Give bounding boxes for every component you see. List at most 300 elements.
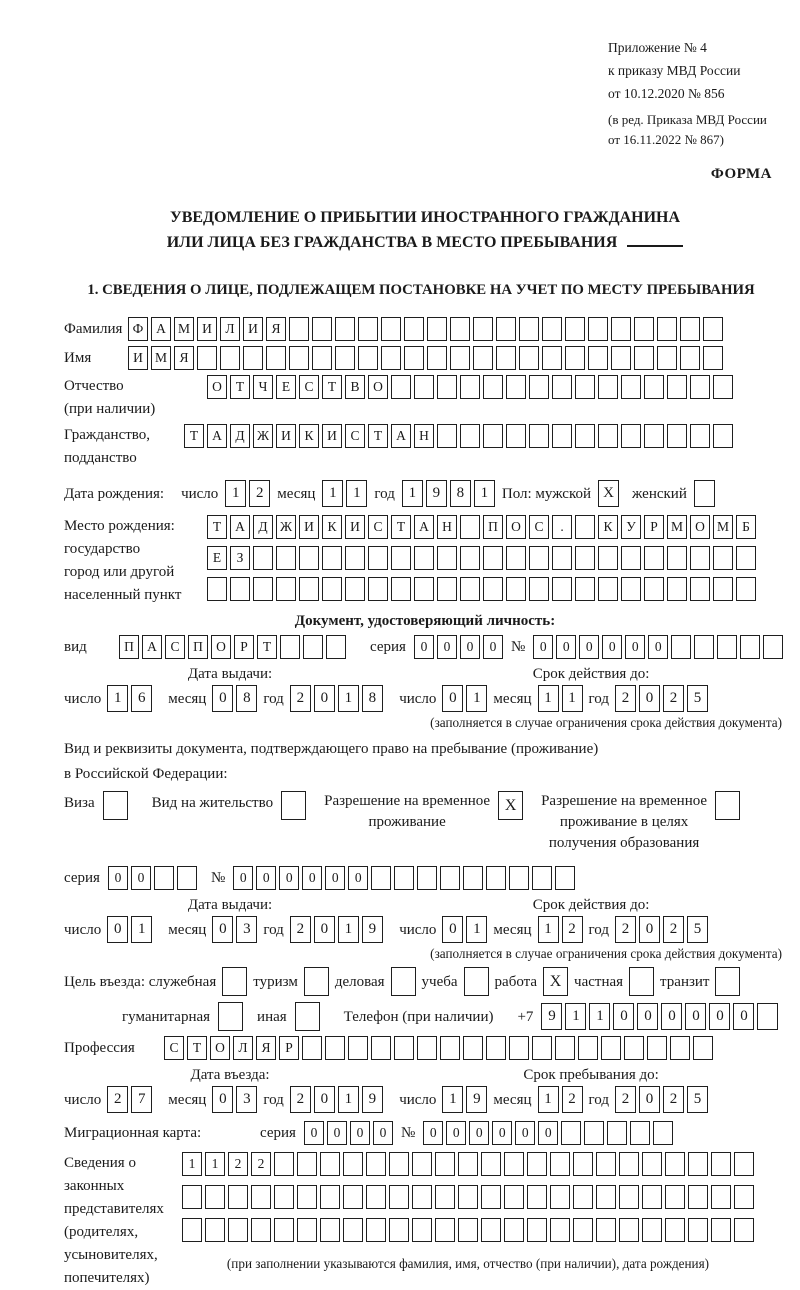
permit-issue-month-cell[interactable]: 3 <box>236 916 257 943</box>
permit-number-cell[interactable] <box>555 866 575 890</box>
representatives-row3-cell[interactable] <box>481 1218 501 1242</box>
surname-cell[interactable]: И <box>243 317 263 341</box>
purpose-tourism-cell[interactable] <box>304 967 329 996</box>
profession-cell[interactable]: С <box>164 1036 184 1060</box>
birth-place-row2-cell[interactable] <box>667 546 687 570</box>
permit-number-cell[interactable]: 0 <box>279 866 299 890</box>
stay-month-cell[interactable]: 1 <box>538 1086 559 1113</box>
patronymic-cell[interactable] <box>644 375 664 399</box>
migration-number-cell[interactable] <box>653 1121 673 1145</box>
patronymic-cell[interactable]: Т <box>322 375 342 399</box>
birth-place-row2-cell[interactable] <box>276 546 296 570</box>
representatives-row1-cell[interactable]: 1 <box>205 1152 225 1176</box>
surname-cell[interactable]: И <box>197 317 217 341</box>
birth-place-row1-cell[interactable]: Р <box>644 515 664 539</box>
profession-cell[interactable]: Я <box>256 1036 276 1060</box>
birth-place-row1-cell[interactable]: Т <box>207 515 227 539</box>
birth-year-cell[interactable]: 9 <box>426 480 447 507</box>
surname-cell[interactable] <box>358 317 378 341</box>
birth-month-cell[interactable]: 1 <box>322 480 343 507</box>
birth-place-row3-cell[interactable] <box>713 577 733 601</box>
patronymic-cell[interactable] <box>690 375 710 399</box>
representatives-row3-cell[interactable] <box>688 1218 708 1242</box>
birth-place-row2-cell[interactable] <box>322 546 342 570</box>
representatives-row1-cell[interactable] <box>297 1152 317 1176</box>
birth-place-row1-cell[interactable]: И <box>299 515 319 539</box>
permit-number-cell[interactable] <box>463 866 483 890</box>
birth-place-row2-cell[interactable] <box>713 546 733 570</box>
stay-day-cell[interactable]: 1 <box>442 1086 463 1113</box>
representatives-row1-cell[interactable] <box>481 1152 501 1176</box>
representatives-row3-cell[interactable] <box>412 1218 432 1242</box>
sex-female-cell[interactable] <box>694 480 715 507</box>
representatives-row2-cell[interactable] <box>458 1185 478 1209</box>
birth-place-row1-cell[interactable]: К <box>322 515 342 539</box>
migration-series-cell[interactable]: 0 <box>304 1121 324 1145</box>
doc-type-cell[interactable]: О <box>211 635 231 659</box>
profession-cell[interactable] <box>647 1036 667 1060</box>
birth-place-row3-cell[interactable] <box>253 577 273 601</box>
surname-cell[interactable] <box>312 317 332 341</box>
citizenship-cell[interactable]: Ж <box>253 424 273 448</box>
name-cell[interactable] <box>197 346 217 370</box>
birth-place-row2-cell[interactable] <box>414 546 434 570</box>
representatives-row3-cell[interactable] <box>366 1218 386 1242</box>
citizenship-cell[interactable] <box>483 424 503 448</box>
id-number-cell[interactable] <box>694 635 714 659</box>
representatives-row1-cell[interactable]: 2 <box>251 1152 271 1176</box>
stay-year-cell[interactable]: 5 <box>687 1086 708 1113</box>
name-cell[interactable] <box>427 346 447 370</box>
stay-month-cell[interactable]: 2 <box>562 1086 583 1113</box>
birth-place-row1-cell[interactable]: Д <box>253 515 273 539</box>
profession-cell[interactable]: Л <box>233 1036 253 1060</box>
phone-cell[interactable]: 9 <box>541 1003 562 1030</box>
birth-place-row1-cell[interactable]: М <box>667 515 687 539</box>
doc-type-cell[interactable]: П <box>188 635 208 659</box>
permit-number-cell[interactable]: 0 <box>325 866 345 890</box>
permit-valid-year-cell[interactable]: 5 <box>687 916 708 943</box>
representatives-row3-cell[interactable] <box>274 1218 294 1242</box>
birth-place-row2-cell[interactable] <box>345 546 365 570</box>
patronymic-cell[interactable]: Т <box>230 375 250 399</box>
name-cell[interactable] <box>611 346 631 370</box>
representatives-row2-cell[interactable] <box>619 1185 639 1209</box>
surname-cell[interactable]: А <box>151 317 171 341</box>
representatives-row3-cell[interactable] <box>642 1218 662 1242</box>
representatives-row1-cell[interactable] <box>688 1152 708 1176</box>
id-issue-year-cell[interactable]: 1 <box>338 685 359 712</box>
birth-place-row2-cell[interactable] <box>368 546 388 570</box>
birth-place-row3-cell[interactable] <box>667 577 687 601</box>
surname-cell[interactable] <box>519 317 539 341</box>
citizenship-cell[interactable]: И <box>276 424 296 448</box>
representatives-row1-cell[interactable] <box>619 1152 639 1176</box>
id-issue-year-cell[interactable]: 0 <box>314 685 335 712</box>
citizenship-cell[interactable] <box>552 424 572 448</box>
visa-cell[interactable] <box>103 791 128 820</box>
purpose-work-cell[interactable]: X <box>543 967 568 996</box>
doc-type-cell[interactable]: Т <box>257 635 277 659</box>
permit-series-cell[interactable]: 0 <box>108 866 128 890</box>
citizenship-cell[interactable] <box>506 424 526 448</box>
patronymic-cell[interactable] <box>552 375 572 399</box>
entry-month-cell[interactable]: 3 <box>236 1086 257 1113</box>
name-cell[interactable] <box>404 346 424 370</box>
id-valid-month-cell[interactable]: 1 <box>538 685 559 712</box>
surname-cell[interactable]: М <box>174 317 194 341</box>
patronymic-cell[interactable]: В <box>345 375 365 399</box>
representatives-row2-cell[interactable] <box>389 1185 409 1209</box>
birth-place-row2-cell[interactable] <box>644 546 664 570</box>
representatives-row1-cell[interactable] <box>458 1152 478 1176</box>
representatives-row3-cell[interactable] <box>251 1218 271 1242</box>
representatives-row2-cell[interactable] <box>182 1185 202 1209</box>
representatives-row3-cell[interactable] <box>504 1218 524 1242</box>
permit-issue-year-cell[interactable]: 9 <box>362 916 383 943</box>
profession-cell[interactable] <box>417 1036 437 1060</box>
migration-number-cell[interactable] <box>607 1121 627 1145</box>
temp-residence-edu-cell[interactable] <box>715 791 740 820</box>
permit-number-cell[interactable] <box>417 866 437 890</box>
representatives-row1-cell[interactable] <box>550 1152 570 1176</box>
migration-series-cell[interactable]: 0 <box>350 1121 370 1145</box>
id-series-cell[interactable]: 0 <box>437 635 457 659</box>
name-cell[interactable] <box>703 346 723 370</box>
birth-place-row1-cell[interactable]: И <box>345 515 365 539</box>
representatives-row2-cell[interactable] <box>550 1185 570 1209</box>
birth-place-row2-cell[interactable]: З <box>230 546 250 570</box>
patronymic-cell[interactable] <box>529 375 549 399</box>
birth-place-row3-cell[interactable] <box>368 577 388 601</box>
birth-year-cell[interactable]: 1 <box>474 480 495 507</box>
surname-cell[interactable] <box>427 317 447 341</box>
birth-place-row2-cell[interactable] <box>736 546 756 570</box>
citizenship-cell[interactable]: Д <box>230 424 250 448</box>
migration-number-cell[interactable] <box>630 1121 650 1145</box>
permit-number-cell[interactable] <box>394 866 414 890</box>
birth-place-row3-cell[interactable] <box>276 577 296 601</box>
permit-issue-day-cell[interactable]: 1 <box>131 916 152 943</box>
birth-place-row2-cell[interactable] <box>575 546 595 570</box>
migration-number-cell[interactable]: 0 <box>469 1121 489 1145</box>
profession-cell[interactable] <box>555 1036 575 1060</box>
surname-cell[interactable] <box>565 317 585 341</box>
profession-cell[interactable]: Р <box>279 1036 299 1060</box>
phone-cell[interactable]: 0 <box>685 1003 706 1030</box>
representatives-row3-cell[interactable] <box>182 1218 202 1242</box>
patronymic-cell[interactable]: О <box>368 375 388 399</box>
id-number-cell[interactable]: 0 <box>625 635 645 659</box>
birth-place-row2-cell[interactable] <box>299 546 319 570</box>
representatives-row3-cell[interactable] <box>527 1218 547 1242</box>
migration-series-cell[interactable]: 0 <box>327 1121 347 1145</box>
phone-cell[interactable]: 0 <box>613 1003 634 1030</box>
birth-place-row2-cell[interactable] <box>506 546 526 570</box>
surname-cell[interactable] <box>703 317 723 341</box>
birth-place-row1-cell[interactable]: П <box>483 515 503 539</box>
representatives-row2-cell[interactable] <box>573 1185 593 1209</box>
temp-residence-cell[interactable]: X <box>498 791 523 820</box>
purpose-humanitarian-cell[interactable] <box>218 1002 243 1031</box>
permit-valid-day-cell[interactable]: 0 <box>442 916 463 943</box>
representatives-row1-cell[interactable] <box>734 1152 754 1176</box>
representatives-row1-cell[interactable] <box>343 1152 363 1176</box>
surname-cell[interactable] <box>496 317 516 341</box>
citizenship-cell[interactable]: Т <box>368 424 388 448</box>
representatives-row1-cell[interactable] <box>412 1152 432 1176</box>
id-series-cell[interactable]: 0 <box>483 635 503 659</box>
representatives-row1-cell[interactable] <box>596 1152 616 1176</box>
birth-day-cell[interactable]: 1 <box>225 480 246 507</box>
id-number-cell[interactable]: 0 <box>648 635 668 659</box>
representatives-row3-cell[interactable] <box>389 1218 409 1242</box>
surname-cell[interactable] <box>634 317 654 341</box>
citizenship-cell[interactable]: К <box>299 424 319 448</box>
profession-cell[interactable] <box>302 1036 322 1060</box>
representatives-row3-cell[interactable] <box>228 1218 248 1242</box>
birth-place-row1-cell[interactable]: О <box>690 515 710 539</box>
name-cell[interactable] <box>542 346 562 370</box>
surname-cell[interactable] <box>542 317 562 341</box>
entry-year-cell[interactable]: 0 <box>314 1086 335 1113</box>
patronymic-cell[interactable] <box>414 375 434 399</box>
representatives-row2-cell[interactable] <box>481 1185 501 1209</box>
surname-cell[interactable] <box>657 317 677 341</box>
birth-place-row1-cell[interactable]: . <box>552 515 572 539</box>
id-valid-year-cell[interactable]: 0 <box>639 685 660 712</box>
residence-permit-cell[interactable] <box>281 791 306 820</box>
surname-cell[interactable]: Я <box>266 317 286 341</box>
birth-place-row1-cell[interactable] <box>575 515 595 539</box>
representatives-row1-cell[interactable] <box>320 1152 340 1176</box>
entry-year-cell[interactable]: 9 <box>362 1086 383 1113</box>
profession-cell[interactable]: О <box>210 1036 230 1060</box>
representatives-row2-cell[interactable] <box>711 1185 731 1209</box>
name-cell[interactable] <box>450 346 470 370</box>
birth-place-row1-cell[interactable]: К <box>598 515 618 539</box>
permit-valid-year-cell[interactable]: 2 <box>663 916 684 943</box>
birth-place-row1-cell[interactable]: А <box>414 515 434 539</box>
patronymic-cell[interactable] <box>483 375 503 399</box>
representatives-row1-cell[interactable] <box>504 1152 524 1176</box>
entry-day-cell[interactable]: 2 <box>107 1086 128 1113</box>
profession-cell[interactable] <box>601 1036 621 1060</box>
citizenship-cell[interactable]: А <box>207 424 227 448</box>
representatives-row1-cell[interactable]: 1 <box>182 1152 202 1176</box>
birth-place-row2-cell[interactable] <box>552 546 572 570</box>
birth-place-row2-cell[interactable] <box>621 546 641 570</box>
representatives-row3-cell[interactable] <box>573 1218 593 1242</box>
birth-place-row1-cell[interactable]: Н <box>437 515 457 539</box>
entry-year-cell[interactable]: 1 <box>338 1086 359 1113</box>
birth-place-row1-cell[interactable]: М <box>713 515 733 539</box>
migration-number-cell[interactable]: 0 <box>515 1121 535 1145</box>
id-series-cell[interactable]: 0 <box>460 635 480 659</box>
doc-type-cell[interactable] <box>326 635 346 659</box>
citizenship-cell[interactable] <box>713 424 733 448</box>
birth-place-row3-cell[interactable] <box>598 577 618 601</box>
profession-cell[interactable] <box>440 1036 460 1060</box>
representatives-row3-cell[interactable] <box>619 1218 639 1242</box>
profession-cell[interactable] <box>348 1036 368 1060</box>
surname-cell[interactable] <box>611 317 631 341</box>
name-cell[interactable]: Я <box>174 346 194 370</box>
citizenship-cell[interactable]: Т <box>184 424 204 448</box>
surname-cell[interactable]: Л <box>220 317 240 341</box>
birth-place-row2-cell[interactable] <box>529 546 549 570</box>
name-cell[interactable] <box>381 346 401 370</box>
representatives-row3-cell[interactable] <box>205 1218 225 1242</box>
representatives-row3-cell[interactable] <box>596 1218 616 1242</box>
id-series-cell[interactable]: 0 <box>414 635 434 659</box>
permit-issue-year-cell[interactable]: 0 <box>314 916 335 943</box>
patronymic-cell[interactable] <box>575 375 595 399</box>
birth-place-row3-cell[interactable] <box>460 577 480 601</box>
surname-cell[interactable] <box>404 317 424 341</box>
birth-place-row2-cell[interactable] <box>483 546 503 570</box>
representatives-row1-cell[interactable] <box>389 1152 409 1176</box>
citizenship-cell[interactable]: А <box>391 424 411 448</box>
citizenship-cell[interactable] <box>460 424 480 448</box>
name-cell[interactable] <box>220 346 240 370</box>
surname-cell[interactable] <box>680 317 700 341</box>
birth-place-row3-cell[interactable] <box>621 577 641 601</box>
representatives-row2-cell[interactable] <box>688 1185 708 1209</box>
permit-series-cell[interactable]: 0 <box>131 866 151 890</box>
representatives-row2-cell[interactable] <box>297 1185 317 1209</box>
entry-month-cell[interactable]: 0 <box>212 1086 233 1113</box>
permit-series-cell[interactable] <box>177 866 197 890</box>
name-cell[interactable] <box>335 346 355 370</box>
representatives-row1-cell[interactable] <box>435 1152 455 1176</box>
representatives-row3-cell[interactable] <box>711 1218 731 1242</box>
name-cell[interactable] <box>266 346 286 370</box>
birth-place-row3-cell[interactable] <box>690 577 710 601</box>
birth-place-row1-cell[interactable]: А <box>230 515 250 539</box>
id-valid-month-cell[interactable]: 1 <box>562 685 583 712</box>
representatives-row2-cell[interactable] <box>320 1185 340 1209</box>
representatives-row2-cell[interactable] <box>366 1185 386 1209</box>
profession-cell[interactable] <box>371 1036 391 1060</box>
surname-cell[interactable] <box>335 317 355 341</box>
representatives-row1-cell[interactable] <box>642 1152 662 1176</box>
profession-cell[interactable] <box>693 1036 713 1060</box>
birth-place-row2-cell[interactable] <box>391 546 411 570</box>
birth-place-row2-cell[interactable] <box>460 546 480 570</box>
name-cell[interactable] <box>588 346 608 370</box>
citizenship-cell[interactable] <box>598 424 618 448</box>
id-number-cell[interactable]: 0 <box>579 635 599 659</box>
permit-number-cell[interactable]: 0 <box>233 866 253 890</box>
permit-number-cell[interactable] <box>371 866 391 890</box>
birth-place-row1-cell[interactable]: С <box>529 515 549 539</box>
id-issue-month-cell[interactable]: 0 <box>212 685 233 712</box>
name-cell[interactable] <box>358 346 378 370</box>
profession-cell[interactable] <box>463 1036 483 1060</box>
sex-male-cell[interactable]: X <box>598 480 619 507</box>
representatives-row2-cell[interactable] <box>642 1185 662 1209</box>
representatives-row3-cell[interactable] <box>297 1218 317 1242</box>
birth-place-row1-cell[interactable]: С <box>368 515 388 539</box>
representatives-row1-cell[interactable] <box>274 1152 294 1176</box>
representatives-row3-cell[interactable] <box>320 1218 340 1242</box>
permit-series-cell[interactable] <box>154 866 174 890</box>
profession-cell[interactable] <box>325 1036 345 1060</box>
name-cell[interactable] <box>496 346 516 370</box>
phone-cell[interactable]: 0 <box>661 1003 682 1030</box>
birth-place-row3-cell[interactable] <box>552 577 572 601</box>
profession-cell[interactable]: Т <box>187 1036 207 1060</box>
citizenship-cell[interactable] <box>529 424 549 448</box>
doc-type-cell[interactable]: С <box>165 635 185 659</box>
profession-cell[interactable] <box>394 1036 414 1060</box>
name-cell[interactable] <box>312 346 332 370</box>
birth-place-row3-cell[interactable] <box>575 577 595 601</box>
birth-place-row1-cell[interactable]: О <box>506 515 526 539</box>
permit-valid-year-cell[interactable]: 2 <box>615 916 636 943</box>
permit-number-cell[interactable] <box>486 866 506 890</box>
migration-number-cell[interactable] <box>584 1121 604 1145</box>
stay-year-cell[interactable]: 0 <box>639 1086 660 1113</box>
birth-place-row3-cell[interactable] <box>299 577 319 601</box>
patronymic-cell[interactable]: О <box>207 375 227 399</box>
profession-cell[interactable] <box>624 1036 644 1060</box>
birth-place-row2-cell[interactable] <box>598 546 618 570</box>
patronymic-cell[interactable] <box>437 375 457 399</box>
migration-series-cell[interactable]: 0 <box>373 1121 393 1145</box>
surname-cell[interactable]: Ф <box>128 317 148 341</box>
representatives-row3-cell[interactable] <box>435 1218 455 1242</box>
citizenship-cell[interactable]: Н <box>414 424 434 448</box>
id-number-cell[interactable] <box>763 635 783 659</box>
phone-cell[interactable]: 0 <box>733 1003 754 1030</box>
name-cell[interactable] <box>289 346 309 370</box>
profession-cell[interactable] <box>670 1036 690 1060</box>
purpose-study-cell[interactable] <box>464 967 489 996</box>
phone-cell[interactable]: 1 <box>565 1003 586 1030</box>
name-cell[interactable] <box>657 346 677 370</box>
patronymic-cell[interactable] <box>713 375 733 399</box>
permit-valid-month-cell[interactable]: 2 <box>562 916 583 943</box>
representatives-row2-cell[interactable] <box>596 1185 616 1209</box>
birth-place-row1-cell[interactable] <box>460 515 480 539</box>
representatives-row2-cell[interactable] <box>504 1185 524 1209</box>
citizenship-cell[interactable] <box>437 424 457 448</box>
profession-cell[interactable] <box>532 1036 552 1060</box>
patronymic-cell[interactable] <box>598 375 618 399</box>
stay-year-cell[interactable]: 2 <box>663 1086 684 1113</box>
citizenship-cell[interactable] <box>621 424 641 448</box>
birth-place-row3-cell[interactable] <box>483 577 503 601</box>
patronymic-cell[interactable]: Е <box>276 375 296 399</box>
surname-cell[interactable] <box>289 317 309 341</box>
birth-day-cell[interactable]: 2 <box>249 480 270 507</box>
name-cell[interactable] <box>519 346 539 370</box>
representatives-row1-cell[interactable] <box>366 1152 386 1176</box>
profession-cell[interactable] <box>486 1036 506 1060</box>
id-valid-year-cell[interactable]: 2 <box>615 685 636 712</box>
id-issue-day-cell[interactable]: 1 <box>107 685 128 712</box>
representatives-row3-cell[interactable] <box>734 1218 754 1242</box>
permit-issue-year-cell[interactable]: 1 <box>338 916 359 943</box>
representatives-row1-cell[interactable]: 2 <box>228 1152 248 1176</box>
purpose-transit-cell[interactable] <box>715 967 740 996</box>
birth-place-row3-cell[interactable] <box>322 577 342 601</box>
birth-place-row2-cell[interactable] <box>690 546 710 570</box>
birth-place-row3-cell[interactable] <box>437 577 457 601</box>
birth-place-row3-cell[interactable] <box>506 577 526 601</box>
